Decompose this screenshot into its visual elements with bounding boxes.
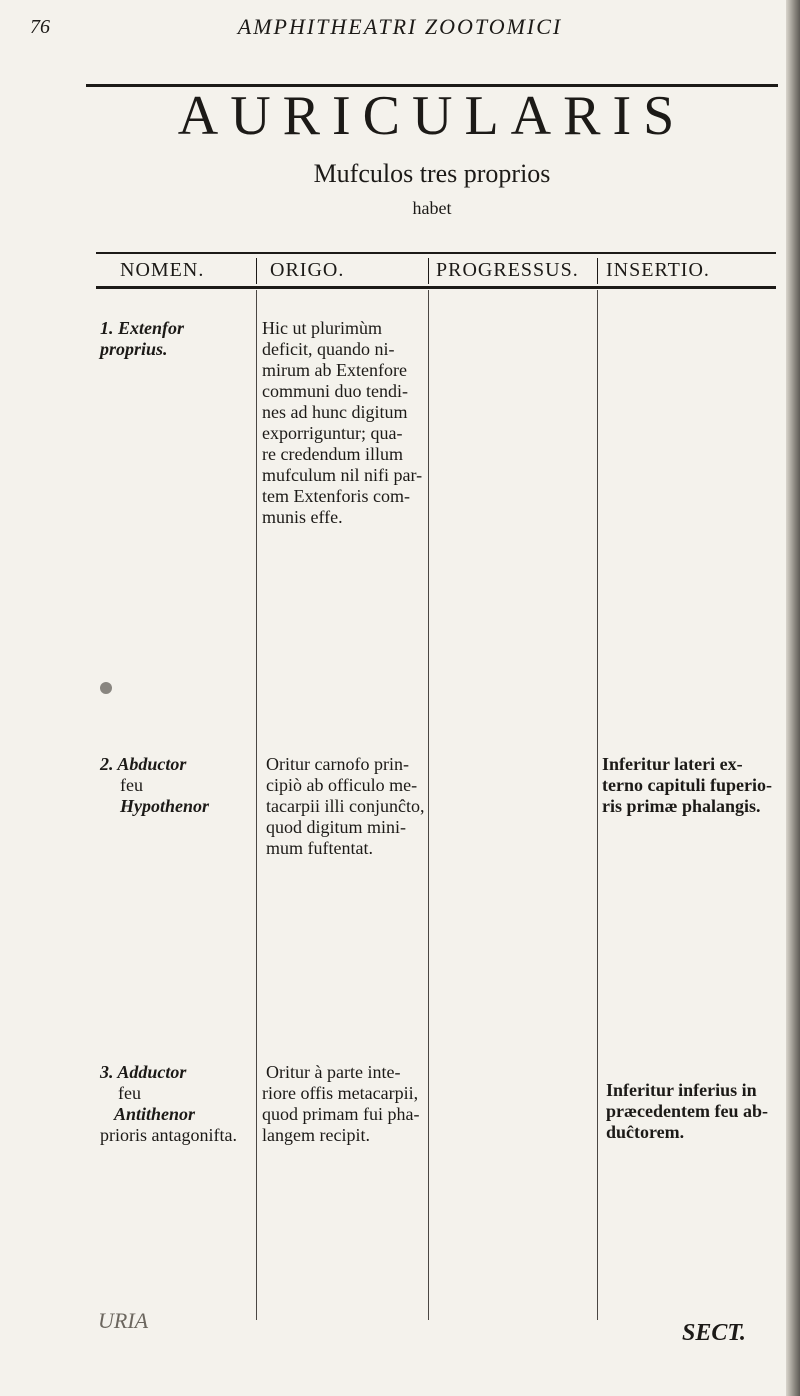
subtitle-line-1: Mufculos tres proprios [313, 159, 551, 188]
page-title: AURICULARIS [177, 85, 687, 147]
row-3-nomen: 3. Adductor feu Antithenor prioris antagonifta. [100, 1062, 237, 1145]
page-edge [786, 0, 800, 1396]
column-divider [428, 290, 429, 1320]
header-divider [428, 258, 429, 284]
header-divider [597, 258, 598, 284]
catchword: SECT. [682, 1320, 746, 1346]
row-2-insertio: Inferitur lateri ex- terno capituli fuperio- ris primæ phalangis. [602, 754, 772, 816]
header-insertio: INSERTIO. [606, 259, 710, 281]
running-head: AMPHITHEATRI ZOOTOMICI [237, 14, 563, 39]
header-rule-bottom [96, 286, 776, 289]
column-divider [597, 290, 598, 1320]
header-nomen: NOMEN. [120, 259, 205, 281]
library-stamp-text: URIA [98, 1308, 149, 1333]
row-3-origo: Oritur à parte inte- riore offis metacarpii, quod primam fui pha- langem recipit. [262, 1062, 420, 1145]
header-rule-top [96, 252, 776, 254]
row-2-origo: Oritur carnofo prin- cipiò ab officulo me- tacarpii illi conjunĉto, quod digitum mini- mum fuftentat. [266, 754, 425, 858]
page-number: 76 [30, 16, 50, 38]
row-1-origo: Hic ut plurimùm deficit, quando ni- mirum ab Extenfore communi duo tendi- nes ad hunc digitum exporriguntur; qua- re credendum illum mufculum nil nifi par- tem Extenforis com- munis effe. [262, 318, 423, 527]
header-divider [256, 258, 257, 284]
row-2-nomen: 2. Abductor feu Hypothenor [100, 754, 210, 816]
row-1-nomen: 1. Extenfor proprius. [100, 318, 185, 359]
header-progressus: PROGRESSUS. [436, 259, 579, 281]
ink-spot [100, 682, 112, 694]
column-divider [256, 290, 257, 1320]
header-origo: ORIGO. [270, 259, 345, 281]
row-3-insertio: Inferitur inferius in præcedentem feu ab- duĉtorem. [606, 1080, 768, 1142]
subtitle-line-2: habet [412, 198, 452, 218]
